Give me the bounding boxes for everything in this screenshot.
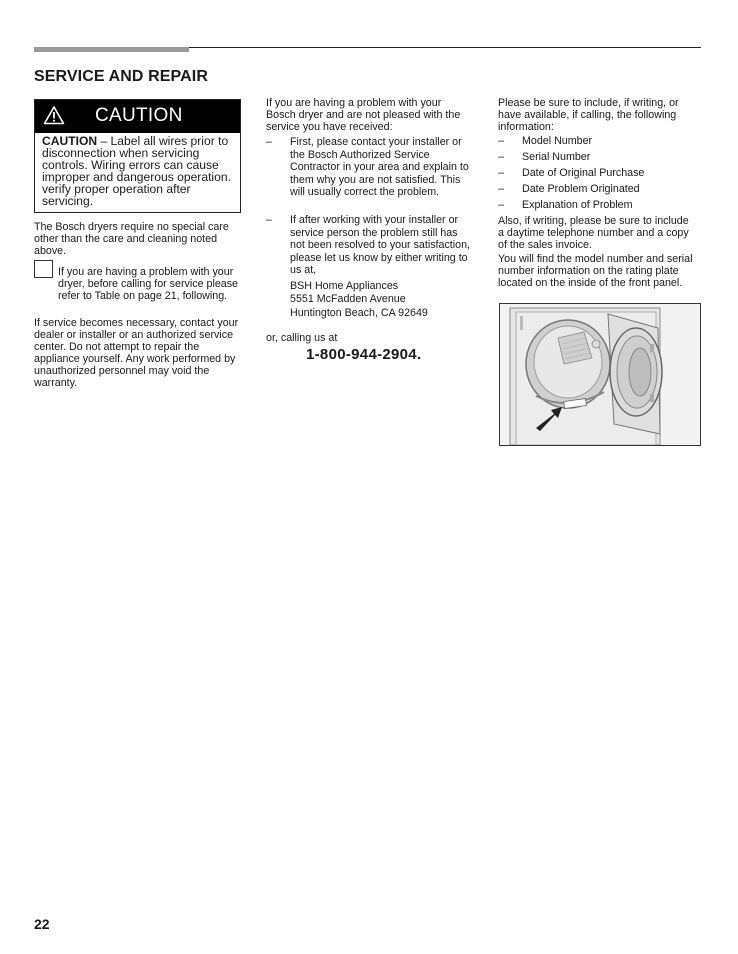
list-item-text: If after working with your installer or service person the problem still has not been resolved to your satisfaction, please let us know by either writing to us at,: [290, 214, 471, 276]
list-item: [266, 214, 472, 276]
dryer-illustration: [500, 304, 700, 445]
address-line: 5551 McFadden Avenue: [290, 293, 406, 306]
dash-bullet: –: [498, 167, 504, 179]
dash-bullet: –: [266, 214, 272, 226]
list-item: [498, 167, 698, 181]
dash-bullet: –: [498, 151, 504, 163]
list-item: [498, 183, 698, 197]
list-item-text: First, please contact your installer or the Bosch Authorized Service Contractor in your area and explain to them why you are not satisfied. This will usually correct the problem.: [290, 136, 469, 198]
caution-title: CAUTION: [95, 105, 183, 126]
col2-intro: If you are having a problem with your Bosch dryer and are not pleased with the service you have received:: [266, 97, 461, 133]
list-item: [498, 199, 698, 213]
phone-number[interactable]: 1-800-944-2904.: [306, 346, 422, 363]
top-rule-accent: [34, 47, 189, 52]
list-item-text: Date of Original Purchase: [522, 167, 645, 179]
mailing-address: [290, 280, 428, 320]
page-number: 22: [34, 916, 50, 932]
dryer-photo: [499, 303, 701, 446]
warning-triangle-icon: [43, 105, 65, 125]
col3-also: Also, if writing, please be sure to include a daytime telephone number and a copy of the sales invoice.: [498, 215, 689, 251]
dash-bullet: –: [498, 183, 504, 195]
list-item-text: Serial Number: [522, 151, 591, 163]
calling-text: or, calling us at: [266, 332, 338, 344]
dash-bullet: –: [266, 136, 272, 148]
list-item: [498, 151, 698, 165]
address-line: BSH Home Appliances: [290, 280, 399, 292]
list-item-text: Explanation of Problem: [522, 199, 633, 211]
address-line: Huntington Beach, CA 92649: [290, 306, 428, 319]
col1-note: If you are having a problem with your dryer, before calling for service please refer to Table on page 21, following.: [58, 266, 238, 302]
list-item: [498, 135, 698, 149]
caution-body-label: CAUTION: [42, 134, 98, 148]
dash-bullet: –: [498, 135, 504, 147]
caution-header: [35, 100, 240, 133]
list-item-text: Date Problem Originated: [522, 183, 640, 195]
caution-body: [42, 135, 238, 207]
dash-bullet: –: [498, 199, 504, 211]
caution-box: [34, 99, 241, 213]
col1-service: If service becomes necessary, contact your dealer or installer or an authorized service center. Do not attempt to repair the appliance yourself. Any work performed by unauthorized personnel may void the warranty.: [34, 317, 239, 389]
col3-rating: You will find the model number and serial number information on the rating plate located on the inside of the front panel.: [498, 253, 693, 289]
list-item: [266, 136, 472, 211]
list-item-text: Model Number: [522, 135, 593, 147]
note-checkbox-icon: [34, 260, 53, 278]
section-title: SERVICE AND REPAIR: [34, 68, 208, 85]
col1-intro: The Bosch dryers require no special care other than the care and cleaning noted above.: [34, 221, 229, 257]
col3-intro: Please be sure to include, if writing, or have available, if calling, the following information:: [498, 97, 679, 133]
caution-body-text: – Label all wires prior to disconnection when servicing controls. Wiring errors can cause improper and dangerous operation. verify proper operation after servicing.: [42, 134, 231, 208]
